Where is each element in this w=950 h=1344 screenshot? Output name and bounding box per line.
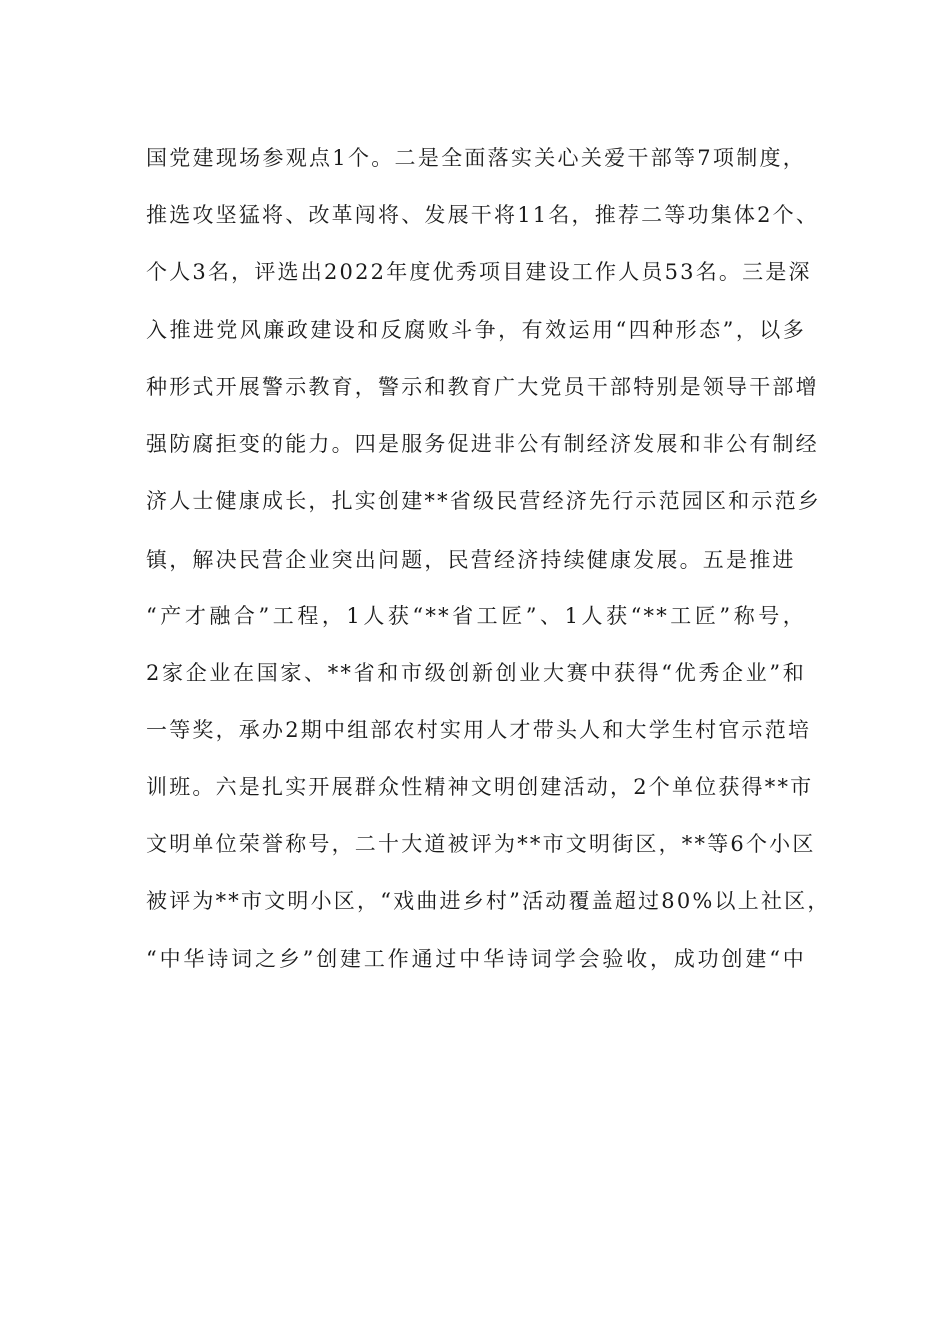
text-line: 国党建现场参观点1个。二是全面落实关心关爱干部等7项制度， [146,146,806,170]
text-line: 济人士健康成长，扎实创建**省级民营经济先行示范园区和示范乡 [146,489,821,514]
text-line: 2家企业在国家、**省和市级创新创业大赛中获得“优秀企业”和 [146,660,806,685]
text-line: 文明单位荣誉称号，二十大道被评为**市文明街区，**等6个小区 [146,832,816,857]
text-line: “产才融合”工程，1人获“**省工匠”、1人获“**工匠”称号， [146,603,806,628]
text-line: 个人3名，评选出2022年度优秀项目建设工作人员53名。三是深 [146,260,812,285]
text-line: 一等奖，承办2期中组部农村实用人才带头人和大学生村官示范培 [146,717,812,742]
text-line: 种形式开展警示教育，警示和教育广大党员干部特别是领导干部增 [146,374,819,399]
text-line: 训班。六是扎实开展群众性精神文明创建活动，2个单位获得**市 [146,775,814,800]
body-text [146,130,831,988]
text-line: 推选攻坚猛将、改革闯将、发展干将11名，推荐二等功集体2个、 [146,203,820,228]
text-line: 被评为**市文明小区，“戏曲进乡村”活动覆盖超过80%以上社区， [146,889,831,914]
text-line: 入推进党风廉政建设和反腐败斗争，有效运用“四种形态”，以多 [146,317,806,342]
text-line: 镇，解决民营企业突出问题，民营经济持续健康发展。五是推进 [146,547,796,572]
text-line: 强防腐拒变的能力。四是服务促进非公有制经济发展和非公有制经 [146,431,819,456]
text-line: “中华诗词之乡”创建工作通过中华诗词学会验收，成功创建“中 [146,946,806,971]
